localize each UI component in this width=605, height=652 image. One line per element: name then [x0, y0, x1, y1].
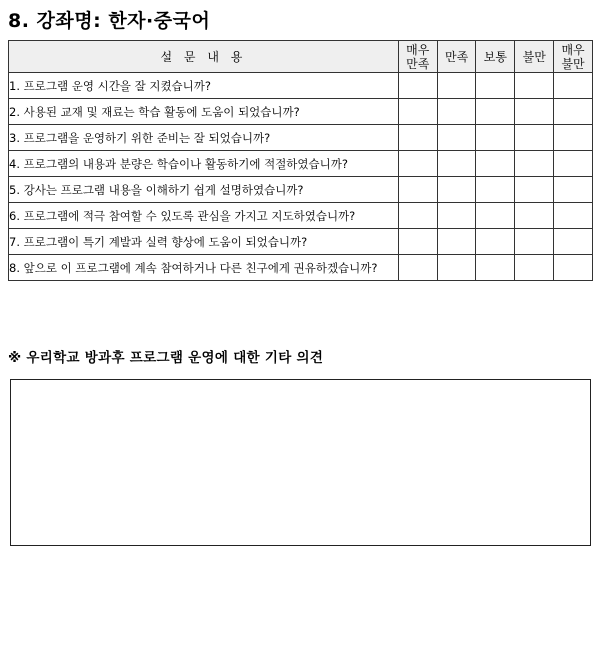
- rating-cell-dissatisfied[interactable]: [515, 151, 554, 177]
- rating-cell-very-dissatisfied[interactable]: [554, 73, 593, 99]
- header-neutral: 보통: [476, 41, 515, 73]
- question-text: 5. 강사는 프로그램 내용을 이해하기 쉽게 설명하였습니까?: [9, 177, 399, 203]
- rating-cell-very-satisfied[interactable]: [398, 177, 437, 203]
- rating-cell-dissatisfied[interactable]: [515, 73, 554, 99]
- rating-cell-neutral[interactable]: [476, 255, 515, 281]
- comments-heading: ※ 우리학교 방과후 프로그램 운영에 대한 기타 의견: [8, 350, 324, 366]
- table-row: [9, 99, 593, 125]
- header-very-satisfied-line1: 매우: [406, 42, 430, 57]
- header-satisfied: 만족: [437, 41, 476, 73]
- table-row: [9, 151, 593, 177]
- header-very-dissatisfied: [554, 41, 593, 73]
- rating-cell-dissatisfied[interactable]: [515, 203, 554, 229]
- rating-cell-very-dissatisfied[interactable]: [554, 229, 593, 255]
- course-title: 8. 강좌명: 한자·중국어: [8, 10, 211, 32]
- question-text: 8. 앞으로 이 프로그램에 계속 참여하거나 다른 친구에게 권유하겠습니까?: [9, 255, 399, 281]
- rating-cell-very-satisfied[interactable]: [398, 229, 437, 255]
- rating-cell-very-dissatisfied[interactable]: [554, 255, 593, 281]
- rating-cell-neutral[interactable]: [476, 125, 515, 151]
- rating-cell-dissatisfied[interactable]: [515, 99, 554, 125]
- rating-cell-satisfied[interactable]: [437, 99, 476, 125]
- question-text: 3. 프로그램을 운영하기 위한 준비는 잘 되었습니까?: [9, 125, 399, 151]
- comments-input-box[interactable]: [10, 379, 591, 546]
- rating-cell-very-satisfied[interactable]: [398, 151, 437, 177]
- rating-cell-very-satisfied[interactable]: [398, 125, 437, 151]
- rating-cell-satisfied[interactable]: [437, 229, 476, 255]
- rating-cell-neutral[interactable]: [476, 73, 515, 99]
- rating-cell-very-dissatisfied[interactable]: [554, 203, 593, 229]
- question-text: 7. 프로그램이 특기 계발과 실력 향상에 도움이 되었습니까?: [9, 229, 399, 255]
- table-row: [9, 125, 593, 151]
- rating-cell-dissatisfied[interactable]: [515, 125, 554, 151]
- question-text: 6. 프로그램에 적극 참여할 수 있도록 관심을 가지고 지도하였습니까?: [9, 203, 399, 229]
- header-very-satisfied-line2: 만족: [406, 56, 430, 71]
- survey-table: [8, 40, 593, 281]
- table-row: [9, 255, 593, 281]
- header-row: [9, 41, 593, 73]
- header-dissatisfied: 불만: [515, 41, 554, 73]
- rating-cell-neutral[interactable]: [476, 99, 515, 125]
- table-row: [9, 203, 593, 229]
- header-question: 설 문 내 용: [9, 41, 399, 73]
- rating-cell-very-dissatisfied[interactable]: [554, 151, 593, 177]
- rating-cell-neutral[interactable]: [476, 151, 515, 177]
- rating-cell-satisfied[interactable]: [437, 151, 476, 177]
- rating-cell-very-dissatisfied[interactable]: [554, 177, 593, 203]
- question-text: 1. 프로그램 운영 시간을 잘 지켰습니까?: [9, 73, 399, 99]
- rating-cell-neutral[interactable]: [476, 177, 515, 203]
- rating-cell-very-dissatisfied[interactable]: [554, 99, 593, 125]
- rating-cell-very-satisfied[interactable]: [398, 99, 437, 125]
- table-row: [9, 73, 593, 99]
- header-very-satisfied: [398, 41, 437, 73]
- rating-cell-satisfied[interactable]: [437, 73, 476, 99]
- rating-cell-satisfied[interactable]: [437, 203, 476, 229]
- question-text: 4. 프로그램의 내용과 분량은 학습이나 활동하기에 적절하였습니까?: [9, 151, 399, 177]
- rating-cell-very-satisfied[interactable]: [398, 255, 437, 281]
- table-row: [9, 229, 593, 255]
- rating-cell-very-dissatisfied[interactable]: [554, 125, 593, 151]
- rating-cell-satisfied[interactable]: [437, 255, 476, 281]
- table-row: [9, 177, 593, 203]
- rating-cell-satisfied[interactable]: [437, 125, 476, 151]
- rating-cell-dissatisfied[interactable]: [515, 229, 554, 255]
- rating-cell-neutral[interactable]: [476, 229, 515, 255]
- question-text: 2. 사용된 교재 및 재료는 학습 활동에 도움이 되었습니까?: [9, 99, 399, 125]
- rating-cell-neutral[interactable]: [476, 203, 515, 229]
- rating-cell-dissatisfied[interactable]: [515, 255, 554, 281]
- header-very-dissatisfied-line1: 매우: [561, 42, 585, 57]
- rating-cell-dissatisfied[interactable]: [515, 177, 554, 203]
- rating-cell-very-satisfied[interactable]: [398, 203, 437, 229]
- rating-cell-very-satisfied[interactable]: [398, 73, 437, 99]
- rating-cell-satisfied[interactable]: [437, 177, 476, 203]
- header-very-dissatisfied-line2: 불만: [561, 56, 585, 71]
